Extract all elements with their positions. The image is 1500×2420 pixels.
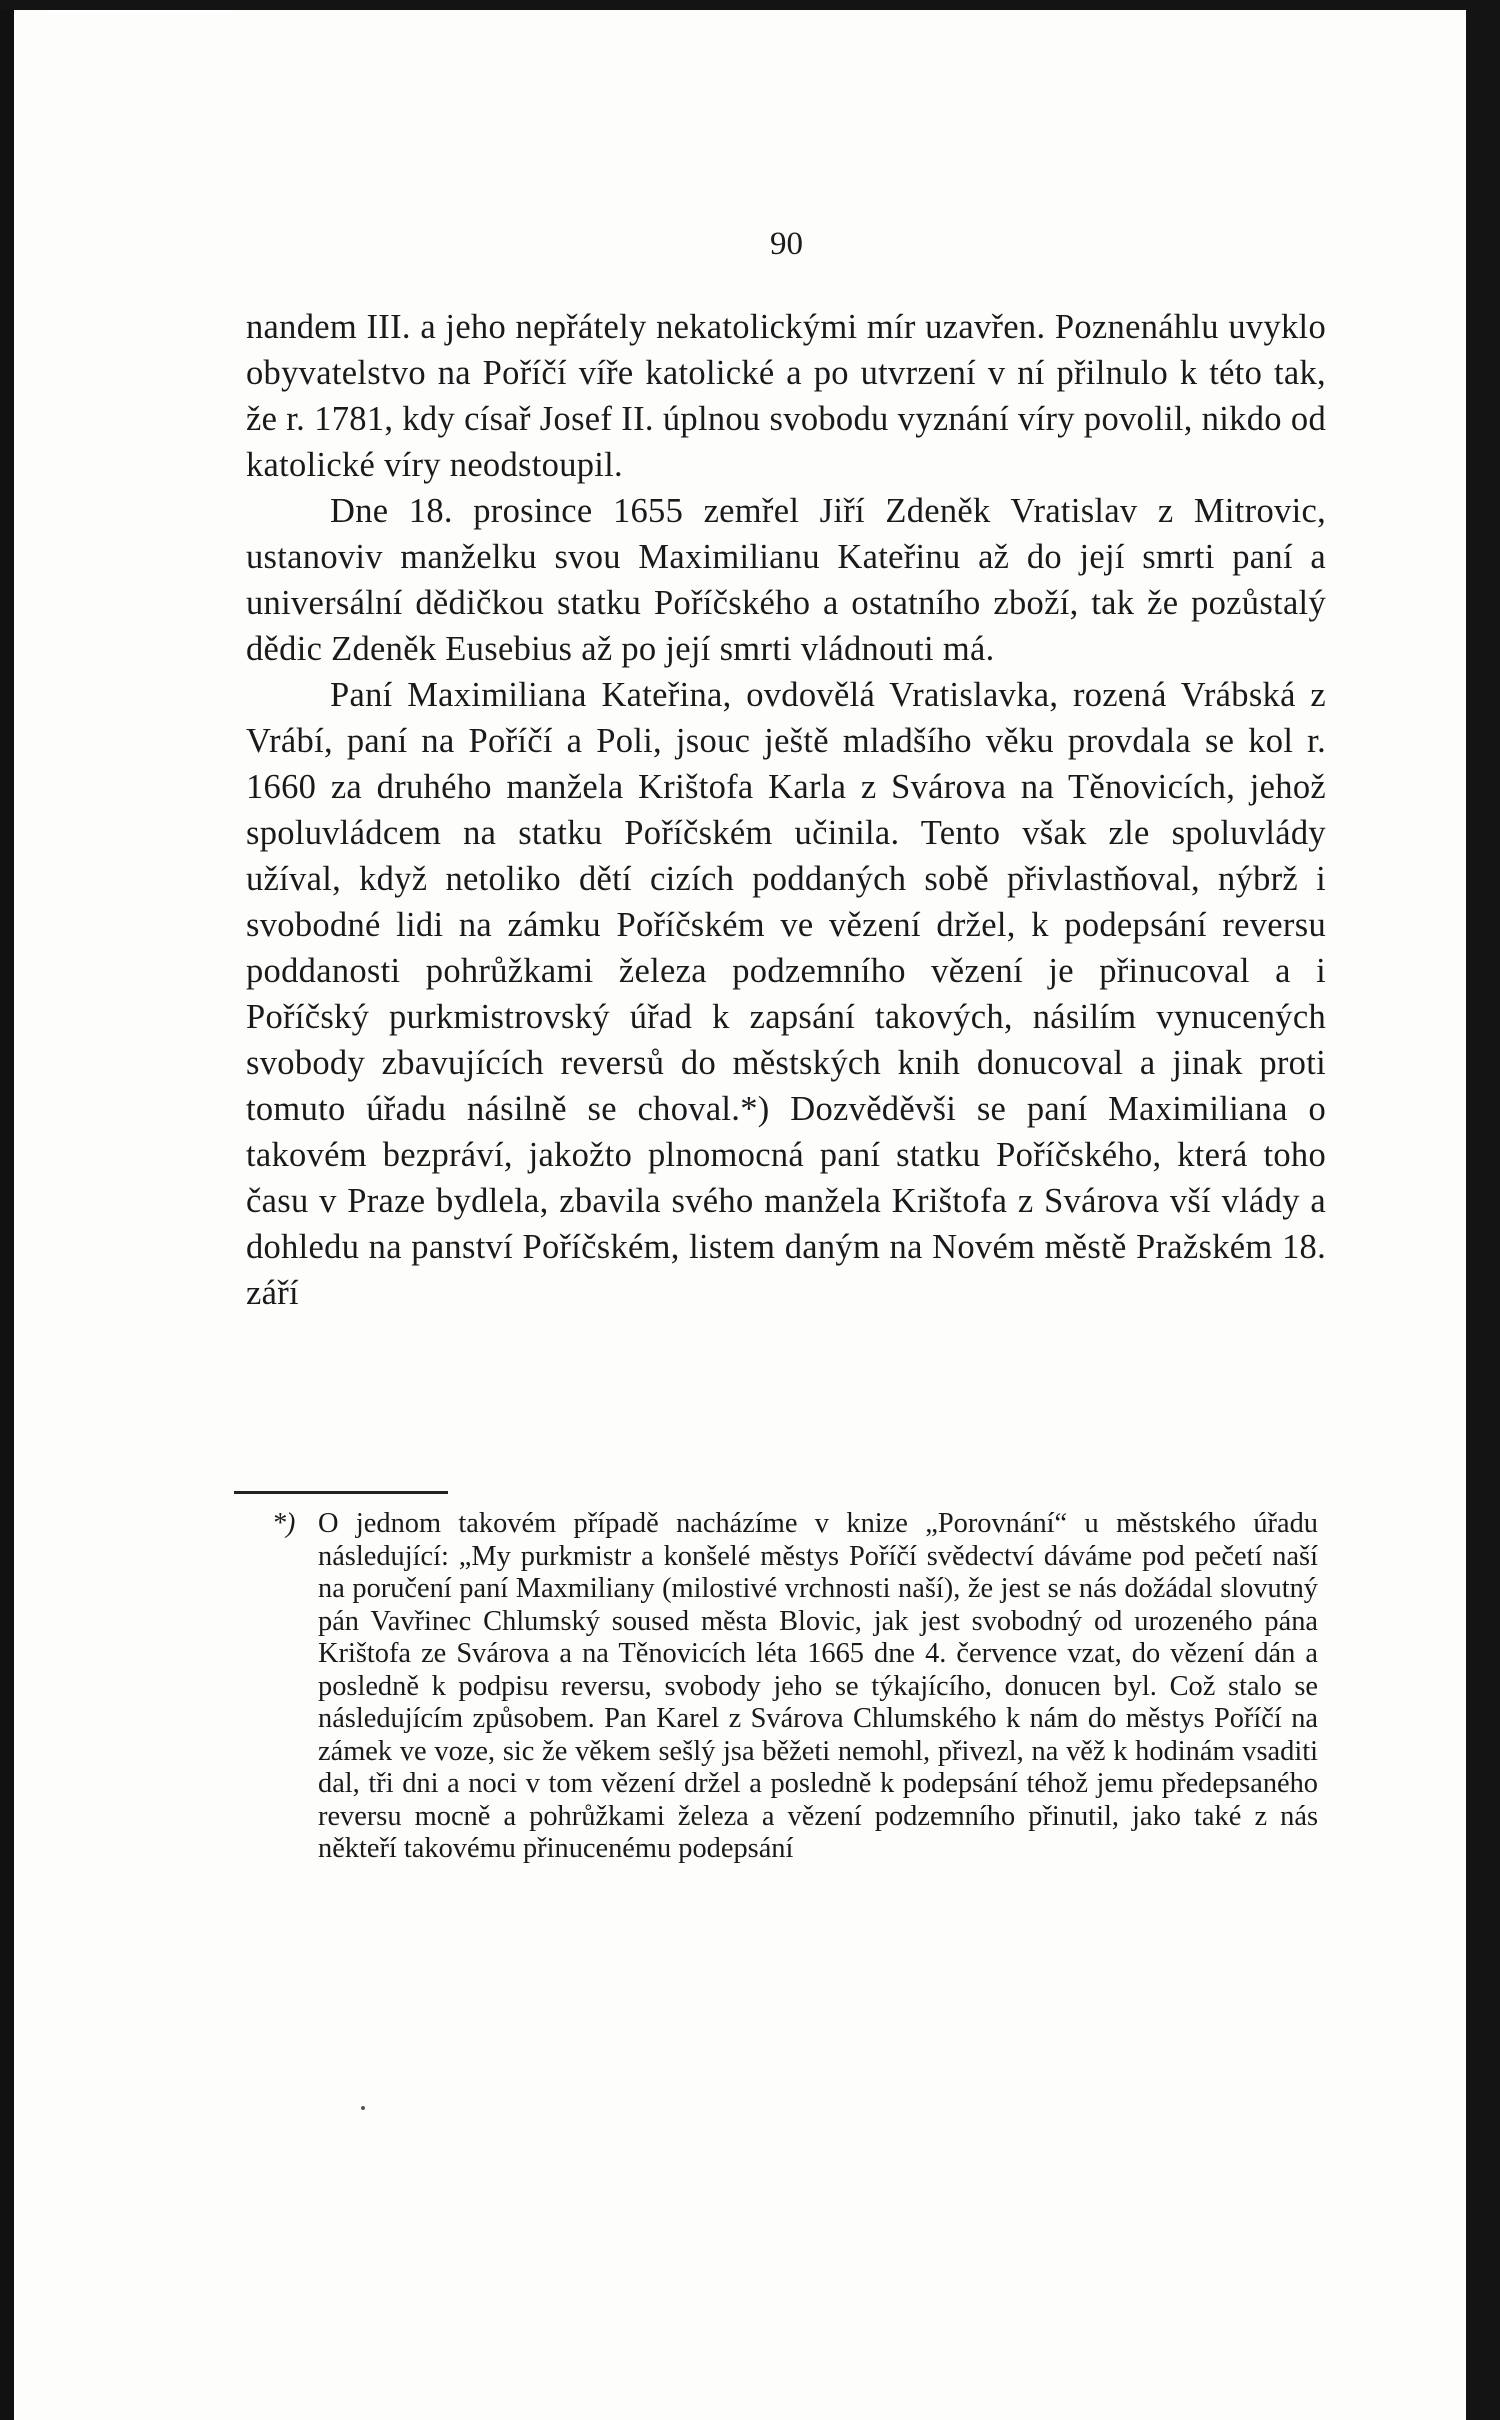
- scan-edge-left: [0, 0, 14, 2420]
- footnote-marker: *): [272, 1508, 296, 1539]
- scan-edge-top-gap: [50, 10, 230, 14]
- paper-speck: [361, 2106, 365, 2110]
- paragraph-2: Dne 18. prosince 1655 zemřel Jiří Zdeněk Vratislav z Mitrovic, ustanoviv manželku svou Maximilianu Kateřinu až do její smrti paní a universální dědičkou statku Poříčského a ostatního zboží, tak že pozůstalý dědic Zdeněk Eusebius až po její smrti vládnouti má.: [246, 492, 1326, 668]
- paragraph-3: Paní Maximiliana Kateřina, ovdovělá Vratislavka, rozená Vrábská z Vrábí, paní na Poříčí a Poli, jsouc ještě mladšího věku provdala se kol r. 1660 za druhého manžela Krištofa Karla z Svárova na Těnovicích, jehož spoluvládcem na statku Poříčském učinila. Tento však zle spoluvlády užíval, když netoliko dětí cizích poddaných sobě přivlastňoval, nýbrž i svobodné lidi na zámku Poříčském ve vězení držel, k podepsání reversu poddanosti pohrůžkami železa podzemního vězení je přinucoval a i Poříčský purkmistrovský úřad k zapsání takových, násilím vynucených svobody zbavujících reversů do městských knih donucoval a jinak proti tomuto úřadu násilně se choval.*) Dozvěděvši se paní Maximiliana o takovém bezpráví, jakožto plnomocná paní statku Poříčského, která toho času v Praze bydlela, zbavila svého manžela Krištofa z Svárova vší vlády a dohledu na panství Poříčském, listem daným na Novém městě Pražském 18. září: [246, 676, 1326, 1312]
- paragraph-1: nandem III. a jeho nepřátely nekatolickými mír uzavřen. Poznenáhlu uvyklo obyvatelstvo na Poříčí víře katolické a po utvrzení v ní přilnulo k této tak, že r. 1781, kdy císař Josef II. úplnou svobodu vyznání víry povolil, nikdo od katolické víry neodstoupil.: [246, 308, 1326, 484]
- scan-edge-top: [0, 0, 1500, 10]
- main-text: [246, 304, 1326, 1316]
- footnote-separator: [234, 1491, 448, 1494]
- scan-edge-right: [1466, 0, 1500, 2420]
- page-number: 90: [770, 226, 803, 262]
- footnote-text: O jednom takovém případě nacházíme v knize „Porovnání“ u městského úřadu následující: „My purkmistr a konšelé městys Poříčí svědectví dáváme pod pečetí naší na poručení paní Maxmiliany (milostivé vrchnosti naší), že jest se nás dožádal slovutný pán Vavřinec Chlumský soused města Blovic, jak jest svobodný od urozeného pána Krištofa ze Svárova a na Těnovicích léta 1665 dne 4. července vzat, do vězení dán a posledně k podpisu reversu, svobody jeho se týkajícího, donucen byl. Což stalo se následujícím způsobem. Pan Karel z Svárova Chlumského k nám do městys Poříčí na zámek ve voze, sic že věkem sešlý jsa běžeti nemohl, přivezl, na věž k hodinám vsaditi dal, tři dni a noci v tom vězení držel a posledně k podepsání téhož jemu předepsaného reversu mocně a pohrůžkami železa a vězení podzemního přinutil, jako také z nás někteří takovému přinucenému podepsání: [318, 1508, 1318, 1864]
